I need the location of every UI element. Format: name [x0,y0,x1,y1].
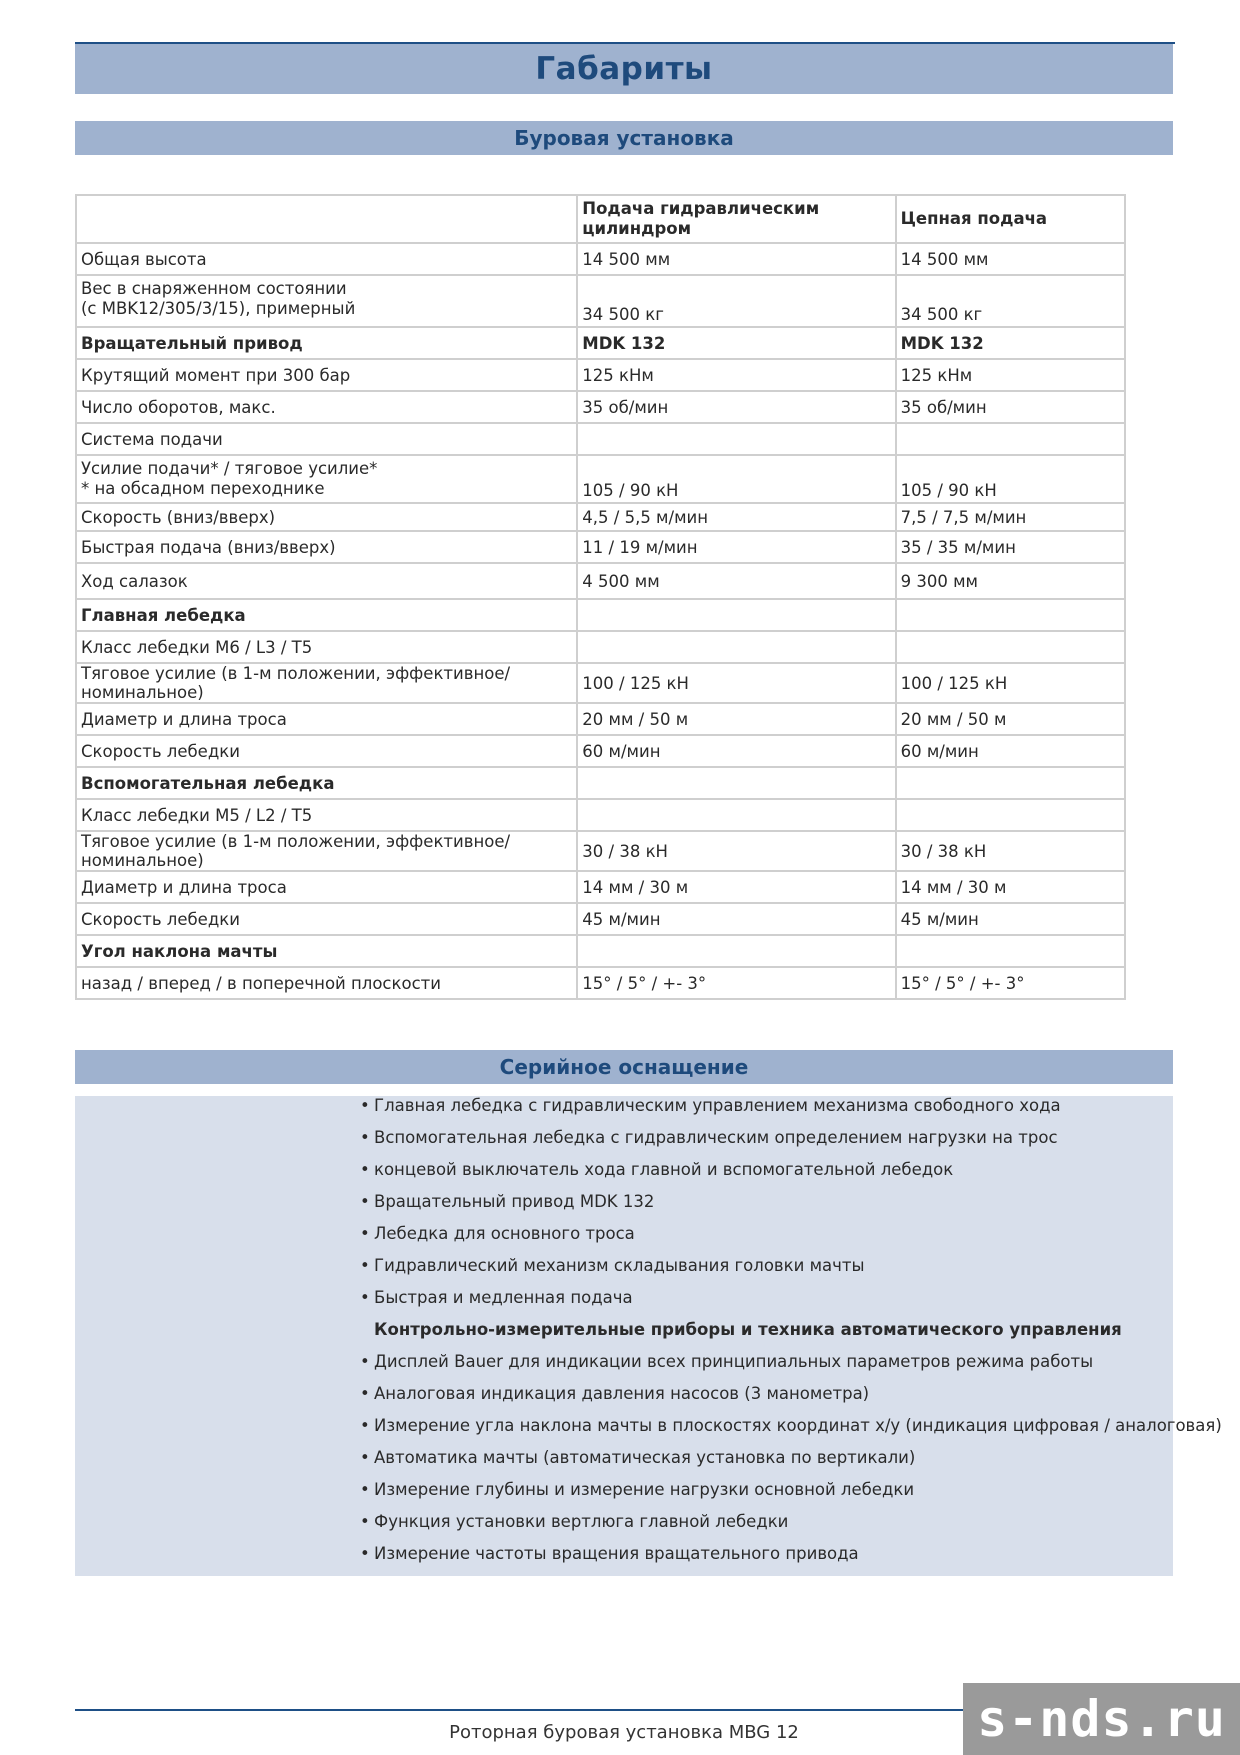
bullet-icon: • [360,1096,370,1115]
row-label: Ход салазок [76,563,577,599]
chain-feed-value [896,935,1125,967]
bullet-icon: • [360,1416,370,1435]
bullet-icon: • [360,1256,370,1275]
hydraulic-feed-value [577,935,895,967]
chain-feed-value: 9 300 мм [896,563,1125,599]
chain-feed-value: 45 м/мин [896,903,1125,935]
chain-feed-value: 14 мм / 30 м [896,871,1125,903]
equipment-section-title: Серийное оснащение [499,1055,749,1079]
row-label: Усилие подачи* / тяговое усилие* * на обсадном переходнике [76,455,577,503]
row-label: Вращательный привод [76,327,577,359]
bullet-icon: • [360,1128,370,1147]
page-title: Габариты [535,51,713,87]
hydraulic-feed-value: MDK 132 [577,327,895,359]
hydraulic-feed-value [577,599,895,631]
hydraulic-feed-value: 20 мм / 50 м [577,703,895,735]
chain-feed-value [896,631,1125,663]
hydraulic-feed-value: 30 / 38 кН [577,831,895,871]
row-label: Крутящий момент при 300 бар [76,359,577,391]
hydraulic-feed-value: 14 500 мм [577,243,895,275]
bullet-icon: • [360,1512,370,1531]
list-item-text: Измерение угла наклона мачты в плоскостях координат x/y (индикация цифровая / аналоговая) [374,1416,1222,1435]
table-row [76,703,1125,735]
column-header: Подача гидравлическим цилиндром [577,195,895,243]
row-label: Диаметр и длина троса [76,703,577,735]
list-item-text: Гидравлический механизм складывания головки мачты [374,1256,865,1275]
chain-feed-value: 15° / 5° / +- 3° [896,967,1125,999]
list-item [360,1507,1222,1539]
table-row [76,327,1125,359]
table-row [76,871,1125,903]
hydraulic-feed-value: 15° / 5° / +- 3° [577,967,895,999]
chain-feed-value [896,767,1125,799]
hydraulic-feed-value: 4,5 / 5,5 м/мин [577,503,895,531]
table-header-row [76,195,1125,243]
chain-feed-value: 30 / 38 кН [896,831,1125,871]
column-header [76,195,577,243]
row-label: Вес в снаряженном состоянии (с MBK12/305/3/15), примерный [76,275,577,327]
hydraulic-feed-value [577,423,895,455]
table-row [76,967,1125,999]
list-item-text: Лебедка для основного троса [374,1224,635,1243]
list-item [360,1475,1222,1507]
chain-feed-value: MDK 132 [896,327,1125,359]
hydraulic-feed-value: 60 м/мин [577,735,895,767]
table-row [76,423,1125,455]
table-row [76,631,1125,663]
footer-text: Роторная буровая установка MBG 12 [449,1722,799,1743]
bullet-icon: • [360,1224,370,1243]
chain-feed-value: 35 / 35 м/мин [896,531,1125,563]
hydraulic-feed-value: 14 мм / 30 м [577,871,895,903]
list-item-text: Быстрая и медленная подача [374,1288,633,1307]
row-label: Класс лебедки M6 / L3 / T5 [76,631,577,663]
table-row [76,531,1125,563]
specs-body [76,243,1125,999]
row-label: Вспомогательная лебедка [76,767,577,799]
hydraulic-feed-value: 11 / 19 м/мин [577,531,895,563]
table-row [76,663,1125,703]
list-item-text: Вращательный привод MDK 132 [374,1192,655,1211]
chain-feed-value: 35 об/мин [896,391,1125,423]
table-row [76,935,1125,967]
table-row [76,503,1125,531]
bullet-icon: • [360,1192,370,1211]
drill-section-header [75,121,1173,155]
list-item-text: Измерение глубины и измерение нагрузки основной лебедки [374,1480,915,1499]
list-item-text: Вспомогательная лебедка с гидравлическим определением нагрузки на трос [374,1128,1058,1147]
row-label: назад / вперед / в поперечной плоскости [76,967,577,999]
hydraulic-feed-value: 125 кНм [577,359,895,391]
row-label: Диаметр и длина троса [76,871,577,903]
list-item [360,1251,1222,1283]
chain-feed-value: 7,5 / 7,5 м/мин [896,503,1125,531]
table-row [76,831,1125,871]
list-item-text: Автоматика мачты (автоматическая установка по вертикали) [374,1448,916,1467]
chain-feed-value: 60 м/мин [896,735,1125,767]
hydraulic-feed-value: 35 об/мин [577,391,895,423]
table-row [76,767,1125,799]
table-row [76,799,1125,831]
bullet-icon: • [360,1160,370,1179]
list-item [360,1411,1222,1443]
list-item [360,1379,1222,1411]
table-row [76,455,1125,503]
hydraulic-feed-value: 45 м/мин [577,903,895,935]
chain-feed-value [896,799,1125,831]
bullet-icon: • [360,1448,370,1467]
list-item-text: Аналоговая индикация давления насосов (3 манометра) [374,1384,870,1403]
column-header: Цепная подача [896,195,1125,243]
page-title-bar [75,44,1173,94]
row-label: Быстрая подача (вниз/вверх) [76,531,577,563]
chain-feed-value [896,599,1125,631]
list-item [360,1155,1222,1187]
watermark-logo [963,1683,1240,1755]
list-item-text: Функция установки вертлюга главной лебедки [374,1512,789,1531]
bullet-icon: • [360,1352,370,1371]
list-item-text: концевой выключатель хода главной и вспомогательной лебедок [374,1160,954,1179]
table-row [76,903,1125,935]
hydraulic-feed-value [577,767,895,799]
table-row [76,275,1125,327]
list-item [360,1091,1222,1123]
row-label: Тяговое усилие (в 1-м положении, эффективное/номинальное) [76,831,577,871]
list-item [360,1219,1222,1251]
table-row [76,599,1125,631]
row-label: Класс лебедки M5 / L2 / T5 [76,799,577,831]
list-item [360,1283,1222,1315]
row-label: Скорость лебедки [76,903,577,935]
watermark-text: s-nds.ru [977,1690,1226,1748]
hydraulic-feed-value [577,631,895,663]
hydraulic-feed-value: 105 / 90 кН [577,455,895,503]
equipment-section-header [75,1050,1173,1084]
list-item [360,1187,1222,1219]
list-item [360,1443,1222,1475]
table-row [76,735,1125,767]
list-item [360,1347,1222,1379]
bullet-icon: • [360,1544,370,1563]
hydraulic-feed-value: 100 / 125 кН [577,663,895,703]
hydraulic-feed-value [577,799,895,831]
row-label: Система подачи [76,423,577,455]
drill-section-title: Буровая установка [514,126,734,150]
bullet-icon: • [360,1384,370,1403]
row-label: Тяговое усилие (в 1-м положении, эффективное/номинальное) [76,663,577,703]
chain-feed-value: 105 / 90 кН [896,455,1125,503]
hydraulic-feed-value: 34 500 кг [577,275,895,327]
specs-table [75,194,1126,1000]
table-row [76,359,1125,391]
list-item [360,1123,1222,1155]
chain-feed-value: 20 мм / 50 м [896,703,1125,735]
row-label: Скорость (вниз/вверх) [76,503,577,531]
chain-feed-value: 100 / 125 кН [896,663,1125,703]
row-label: Главная лебедка [76,599,577,631]
list-item-text: Дисплей Bauer для индикации всех принципиальных параметров режима работы [374,1352,1094,1371]
bullet-icon: • [360,1480,370,1499]
table-row [76,391,1125,423]
table-row [76,243,1125,275]
row-label: Скорость лебедки [76,735,577,767]
row-label: Общая высота [76,243,577,275]
table-row [76,563,1125,599]
chain-feed-value: 125 кНм [896,359,1125,391]
row-label: Число оборотов, макс. [76,391,577,423]
hydraulic-feed-value: 4 500 мм [577,563,895,599]
list-item [360,1539,1222,1571]
chain-feed-value: 34 500 кг [896,275,1125,327]
chain-feed-value [896,423,1125,455]
chain-feed-value: 14 500 мм [896,243,1125,275]
row-label: Угол наклона мачты [76,935,577,967]
bullet-icon: • [360,1288,370,1307]
list-item-text: Главная лебедка с гидравлическим управлением механизма свободного хода [374,1096,1061,1115]
equipment-subheading: Контрольно-измерительные приборы и техника автоматического управления [374,1320,1122,1339]
equipment-list [360,1091,1222,1571]
list-item-text: Измерение частоты вращения вращательного привода [374,1544,859,1563]
